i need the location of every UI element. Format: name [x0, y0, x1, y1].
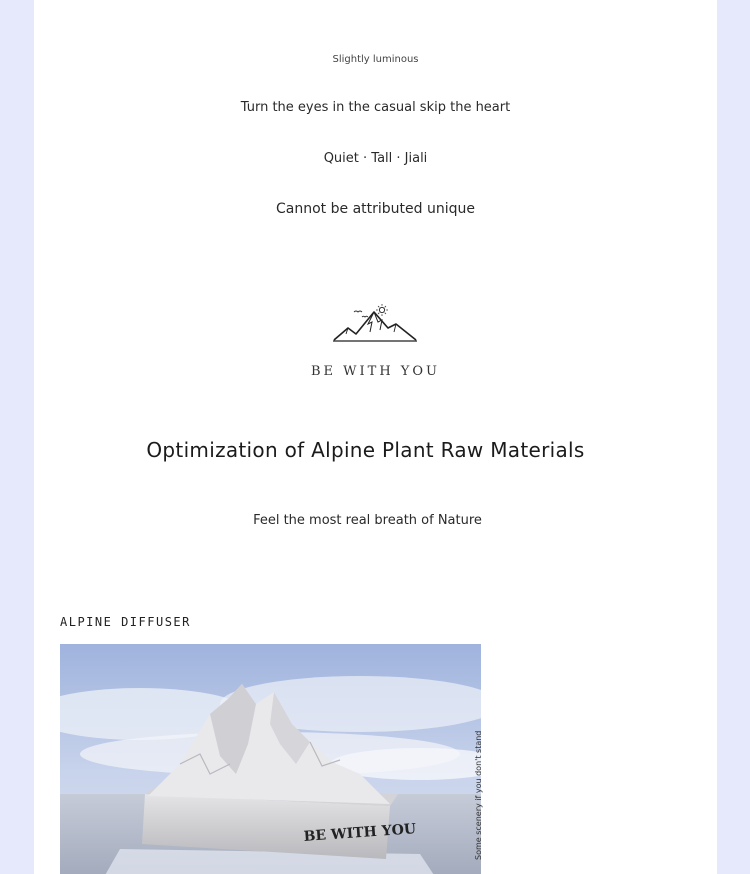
logo-text: BE WITH YOU — [310, 364, 440, 379]
intro-line-1: Turn the eyes in the casual skip the heart — [240, 100, 511, 115]
intro-line-2: Quiet · Tall · Jiali — [323, 151, 428, 166]
mountain-sun-logo-icon — [332, 304, 418, 344]
feature-headline: Optimization of Alpine Plant Raw Materials — [146, 438, 585, 462]
intro-small-caption: Slightly luminous — [332, 54, 419, 65]
photo-engraving: BE WITH YOU — [303, 821, 417, 845]
product-photo — [60, 644, 481, 874]
product-detail-page — [34, 0, 717, 874]
product-photo-illustration — [60, 644, 481, 874]
vertical-caption: Some scenery if you don't stand — [474, 730, 483, 860]
intro-line-3: Cannot be attributed unique — [276, 201, 475, 217]
section-label: ALPINE DIFFUSER — [60, 615, 191, 629]
feature-subline: Feel the most real breath of Nature — [253, 513, 482, 528]
